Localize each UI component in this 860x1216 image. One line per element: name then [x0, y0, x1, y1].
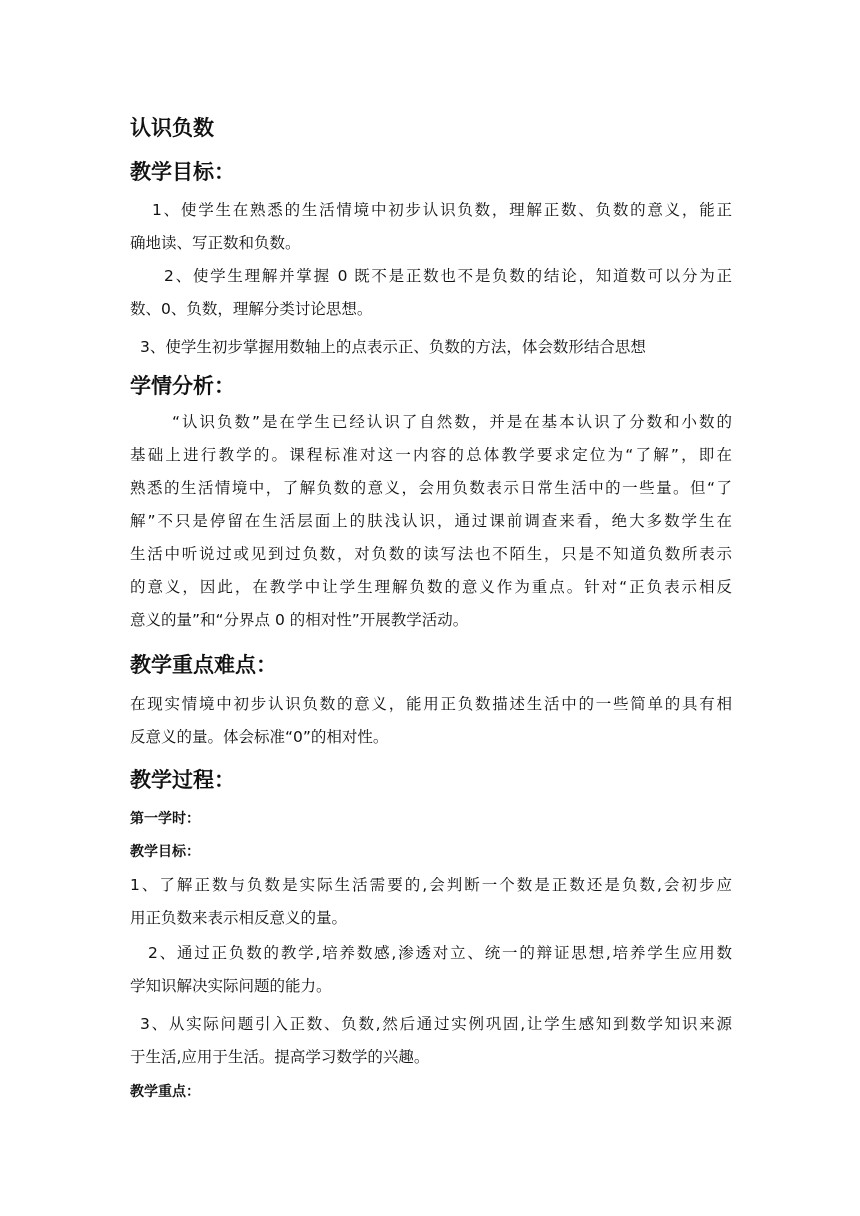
- analysis-heading: 学情分析：: [130, 374, 235, 398]
- key-points-heading: 教学重点难点：: [130, 653, 277, 677]
- lesson-1-label: 第一学时：: [130, 811, 200, 827]
- lesson-1-key-label: 教学重点：: [130, 1084, 200, 1100]
- goal-2-line-1: 2、使学生理解并掌握 0 既不是正数也不是负数的结论，知道数可以分为正: [164, 267, 732, 285]
- analysis-line-6: 的意义，因此，在教学中让学生理解负数的意义作为重点。针对“正负表示相反: [130, 578, 732, 596]
- goal-1-line-2: 确地读、写正数和负数。: [130, 234, 301, 252]
- analysis-line-1: “认识负数”是在学生已经认识了自然数，并是在基本认识了分数和小数的: [172, 413, 732, 431]
- analysis-line-4: 解”不只是停留在生活层面上的肤浅认识，通过课前调查来看，绝大多数学生在: [130, 512, 732, 530]
- lesson-1-goal-3-line-1: 3、从实际问题引入正数、负数,然后通过实例巩固,让学生感知到数学知识来源: [140, 1015, 732, 1033]
- goal-1-line-1: 1、使学生在熟悉的生活情境中初步认识负数，理解正数、负数的意义，能正: [152, 201, 732, 219]
- key-points-line-1: 在现实情境中初步认识负数的意义，能用正负数描述生活中的一些简单的具有相: [130, 695, 732, 713]
- goal-2-line-2: 数、0、负数，理解分类讨论思想。: [130, 300, 373, 318]
- lesson-1-goal-1-line-2: 用正负数来表示相反意义的量。: [130, 909, 348, 927]
- analysis-line-3: 熟悉的生活情境中，了解负数的意义，会用负数表示日常生活中的一些量。但“了: [130, 479, 732, 497]
- process-heading: 教学过程：: [130, 768, 235, 792]
- analysis-line-2: 基础上进行教学的。课程标准对这一内容的总体教学要求定位为“了解”，即在: [130, 446, 732, 464]
- goal-3-line-1: 3、使学生初步掌握用数轴上的点表示正、负数的方法，体会数形结合思想: [140, 338, 646, 356]
- lesson-1-goal-2-line-2: 学知识解决实际问题的能力。: [130, 977, 332, 995]
- lesson-1-goal-3-line-2: 于生活,应用于生活。提高学习数学的兴趣。: [130, 1048, 430, 1066]
- lesson-1-goals-label: 教学目标：: [130, 844, 200, 860]
- document-title: 认识负数: [130, 116, 214, 140]
- analysis-line-5: 生活中听说过或见到过负数，对负数的读写法也不陌生，只是不知道负数所表示: [130, 545, 732, 563]
- analysis-line-7: 意义的量”和“分界点 0 的相对性”开展教学活动。: [130, 611, 469, 629]
- key-points-line-2: 反意义的量。体会标准“0”的相对性。: [130, 728, 389, 746]
- lesson-1-goal-1-line-1: 1、了解正数与负数是实际生活需要的,会判断一个数是正数还是负数,会初步应: [130, 876, 732, 894]
- goals-heading: 教学目标：: [130, 160, 235, 184]
- lesson-1-goal-2-line-1: 2、通过正负数的教学,培养数感,渗透对立、统一的辩证思想,培养学生应用数: [148, 944, 732, 962]
